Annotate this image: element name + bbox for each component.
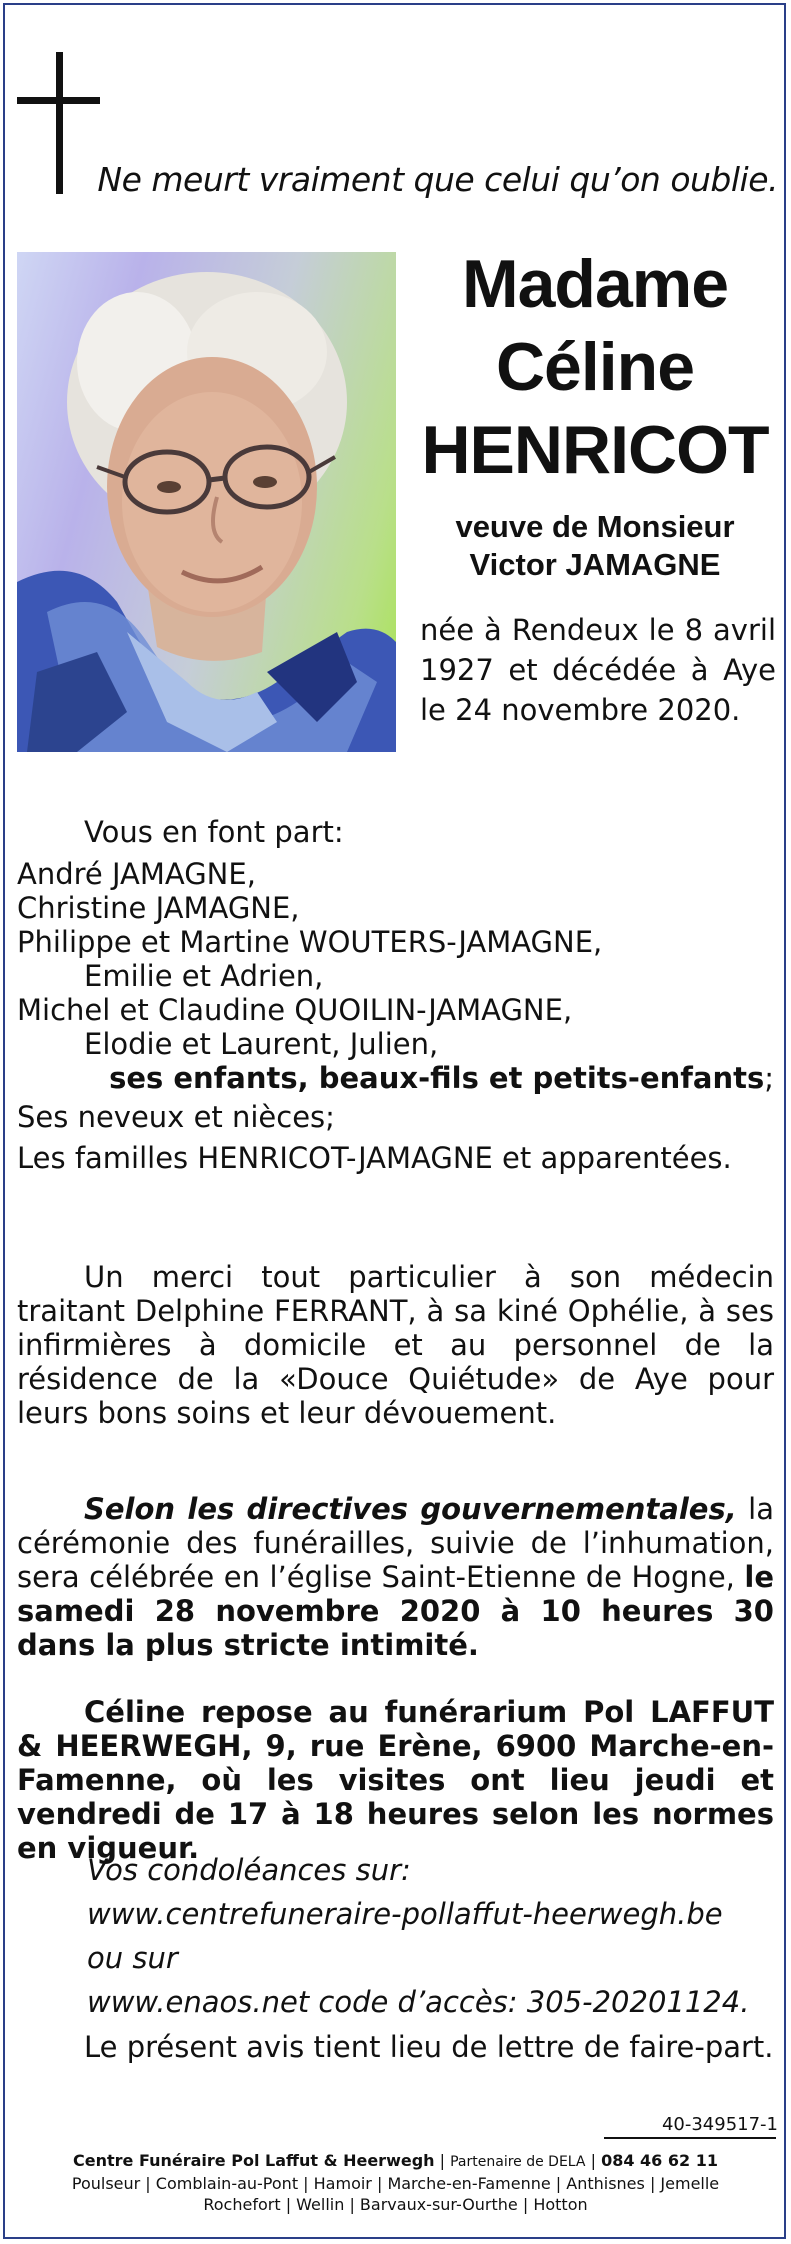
condolences-url-2[interactable]: www.enaos.net code d’accès: 305-20201124. [87,1985,750,2019]
condolences-or: ou sur [87,1941,178,1975]
family-member: Emilie et Adrien, [84,959,324,993]
widow-line-2: Victor JAMAGNE [469,547,721,582]
visitation-paragraph: Céline repose au funérarium Pol LAFFUT & HEERWEGH, 9, rue Erène, 6900 Marche-en-Famenne, où les visites ont lieu jeudi et vendredi de 17 à 18 heures selon les normes en vigueur. [17,1695,774,1865]
extended-families: Les familles HENRICOT-JAMAGNE et apparentées. [17,1141,732,1175]
nephews-nieces: Ses neveux et nièces; [17,1100,335,1134]
ceremony-lead: Selon les directives gouvernementales, [84,1492,737,1526]
thanks-paragraph: Un merci tout particulier à son médecin traitant Delphine FERRANT, à sa kiné Ophélie, à ses infirmières à domicile et au personnel de la résidence de la «Douce Quiétude» de Aye pour leurs bons soins et leur dévouement. [17,1260,774,1430]
title-madame: Madame [461,246,729,322]
footer-locations-1: Poulseur | Comblain-au-Pont | Hamoir | Marche-en-Famenne | Anthisnes | Jemelle [71,2174,720,2193]
footer [5,2150,786,2215]
family-section [17,815,774,1175]
family-member: Philippe et Martine WOUTERS-JAMAGNE, [17,925,603,959]
funeral-home-name: Centre Funéraire Pol Laffut & Heerwegh [73,2151,435,2170]
last-name: HENRICOT [421,412,769,488]
notice-paragraph: Le présent avis tient lieu de lettre de faire-part. [84,2030,774,2064]
divider [604,2137,776,2139]
family-member: Christine JAMAGNE, [17,891,300,925]
condolences-section [17,1848,791,2024]
widow-line-1: veuve de Monsieur [455,509,735,544]
ceremony-text: la cérémonie des funérailles, suivie de l’inhumation, sera célébrée en l’église Saint-Etienne de Hogne, [17,1492,774,1594]
family-member: André JAMAGNE, [17,857,256,891]
ceremony-date: le samedi 28 novembre 2020 à 10 heures 30 dans la plus stricte intimité. [17,1560,774,1662]
footer-locations-2: Rochefort | Wellin | Barvaux-sur-Ourthe | Hotton [203,2195,588,2214]
family-relation: ses enfants, beaux-fils et petits-enfants; [109,1061,774,1095]
family-member: Elodie et Laurent, Julien, [84,1027,439,1061]
birth-death-details: née à Rendeux le 8 avril 1927 et décédée à Aye le 24 novembre 2020. [420,613,776,727]
footer-line-1: Centre Funéraire Pol Laffut & Heerwegh | Partenaire de DELA | 084 46 62 11 [73,2151,718,2170]
condolences-label: Vos condoléances sur: [87,1853,411,1887]
family-intro: Vous en font part: [84,815,344,849]
partner-text: Partenaire de DELA [450,2154,586,2170]
motto: Ne meurt vraiment que celui qu’on oublie. [97,160,778,199]
widow-of [410,508,780,584]
first-name: Céline [495,329,695,405]
deceased-name-block [410,243,780,584]
portrait-photo [17,252,396,752]
family-member: Michel et Claudine QUOILIN-JAMAGNE, [17,993,573,1027]
reference-number: 40-349517-1 [661,2114,778,2135]
condolences-url-1[interactable]: www.centrefuneraire-pollaffut-heerwegh.be [87,1897,723,1931]
phone-number: 084 46 62 11 [601,2151,718,2170]
ceremony-paragraph [17,1492,774,1662]
